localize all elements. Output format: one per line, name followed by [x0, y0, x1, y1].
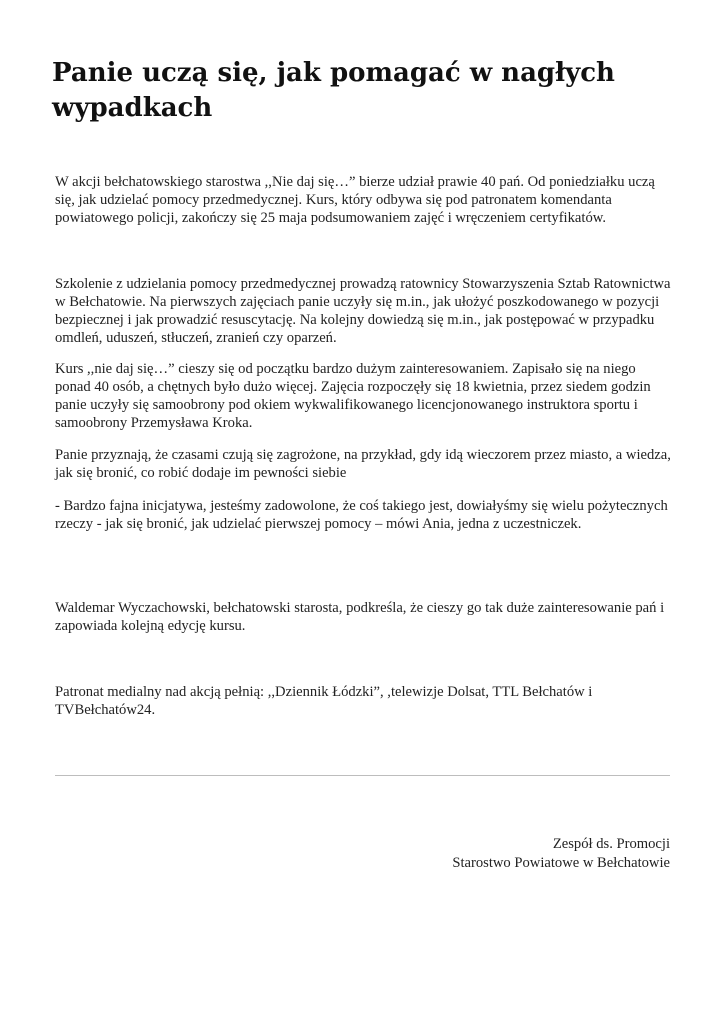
signature-block — [452, 835, 670, 873]
paragraph-training: Szkolenie z udzielania pomocy przedmedycznej prowadzą ratownicy Stowarzyszenia Sztab Ratownictwa w Bełchatowie. Na pierwszych zajęciach panie uczyły się m.in., jak ułożyć poszkodowanego w pozycji bezpiecznej i jak prowadzić resuscytację. Na kolejny dowiedzą się m.in., jak postępować w przypadku omdleń, uduszeń, stłuczeń, zranień czy oparzeń. — [55, 276, 671, 346]
paragraph-quote: - Bardzo fajna inicjatywa, jesteśmy zadowolone, że coś takiego jest, dowiałyśmy się wielu pożytecznych rzeczy - jak się bronić, jak udzielać pierwszej pomocy – mówi Ania, jedna z uczestniczek. — [55, 498, 668, 532]
paragraph-starosta: Waldemar Wyczachowski, bełchatowski starosta, podkreśla, że cieszy go tak duże zainteresowanie pań i zapowiada kolejną edycję kursu. — [55, 600, 665, 634]
signature-office: Starostwo Powiatowe w Bełchatowie — [452, 855, 670, 871]
paragraph-intro: W akcji bełchatowskiego starostwa ,,Nie daj się…” bierze udział prawie 40 pań. Od poniedziałku uczą się, jak udzielać pomocy przedmedycznej. Kurs, który odbywa się pod patronatem komendanta powiatowego policji, zakończy się 25 maja podsumowaniem zajęć i wręczeniem certyfikatów. — [55, 174, 655, 226]
paragraph-feelings: Panie przyznają, że czasami czują się zagrożone, na przykład, gdy idą wieczorem przez miasto, a wiedza, jak się bronić, co robić dodaje im pewności siebie — [55, 447, 671, 481]
paragraph-patronage: Patronat medialny nad akcją pełnią: ,,Dziennik Łódzki”, ,telewizje Dolsat, TTL Bełchatów i TVBełchatów24. — [55, 684, 593, 718]
article-title: Panie uczą się, jak pomagać w nagłych wypadkach — [52, 58, 615, 123]
signature-team: Zespół ds. Promocji — [552, 836, 670, 852]
paragraph-course: Kurs ,,nie daj się…” cieszy się od początku bardzo dużym zainteresowaniem. Zapisało się na niego ponad 40 osób, a chętnych było dużo więcej. Zajęcia rozpoczęły się 18 kwietnia, przez siedem godzin panie uczyły się samoobrony pod okiem wykwalifikowanego licencjonowanego instruktora sportu i samoobrony Przemysława Kroka. — [55, 361, 651, 431]
horizontal-divider — [55, 775, 670, 776]
